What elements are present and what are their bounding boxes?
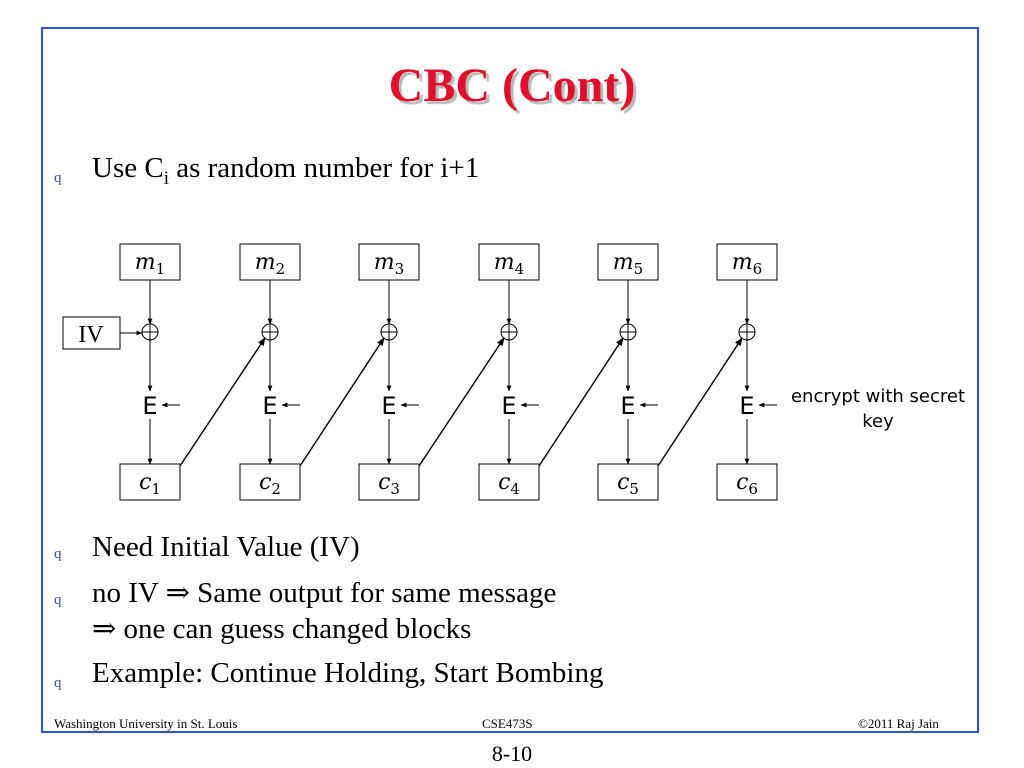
key-note-line1: encrypt with secret	[790, 386, 966, 407]
footer-left: Washington University in St. Louis	[54, 716, 238, 731]
bullet-marker: q	[54, 546, 62, 562]
plaintext-label: $m_2$	[254, 250, 286, 278]
page-number: 8-10	[491, 741, 533, 766]
bullet-3: no IV ⇒ Same output for same message	[92, 577, 557, 609]
bullet-3-continuation: ⇒ one can guess changed blocks	[92, 613, 472, 645]
bullet-1-pre: Use C	[92, 152, 164, 184]
plaintext-label: $m_3$	[373, 250, 405, 278]
ciphertext-label: $c_4$	[498, 470, 520, 498]
encrypt-label: E	[381, 392, 397, 420]
bullet-1-sub: i	[163, 167, 169, 189]
encrypt-label: E	[142, 392, 158, 420]
bullet-1-post: as random number for i+1	[168, 152, 480, 184]
key-note-line2: key	[862, 411, 894, 432]
ciphertext-label: $c_2$	[259, 470, 281, 498]
bullet-2: Need Initial Value (IV)	[92, 531, 360, 563]
encrypt-label: E	[262, 392, 278, 420]
ciphertext-label: $c_6$	[736, 470, 758, 498]
ciphertext-label: $c_1$	[139, 470, 161, 498]
bullet-marker: q	[54, 592, 62, 608]
chain-arrow	[539, 338, 623, 466]
ciphertext-label: $c_3$	[378, 470, 400, 498]
plaintext-label: $m_1$	[134, 250, 166, 278]
plaintext-label: $m_6$	[731, 250, 763, 278]
encrypt-label: E	[501, 392, 517, 420]
bullet-marker: q	[54, 170, 62, 186]
iv-label: IV	[78, 322, 104, 348]
plaintext-label: $m_4$	[493, 250, 525, 278]
bullet-marker: q	[54, 675, 62, 691]
footer-center: CSE473S	[482, 716, 533, 731]
encrypt-label: E	[620, 392, 636, 420]
ciphertext-label: $c_5$	[617, 470, 639, 498]
footer-right: ©2011 Raj Jain	[858, 716, 939, 731]
bullet-4: Example: Continue Holding, Start Bombing	[92, 657, 604, 689]
slide-title: CBC (Cont)	[388, 59, 636, 112]
encrypt-label: E	[739, 392, 755, 420]
chain-arrow	[180, 338, 265, 466]
plaintext-label: $m_5$	[612, 250, 644, 278]
chain-arrow	[419, 338, 504, 466]
chain-arrow	[658, 338, 742, 466]
chain-arrow	[300, 338, 384, 466]
